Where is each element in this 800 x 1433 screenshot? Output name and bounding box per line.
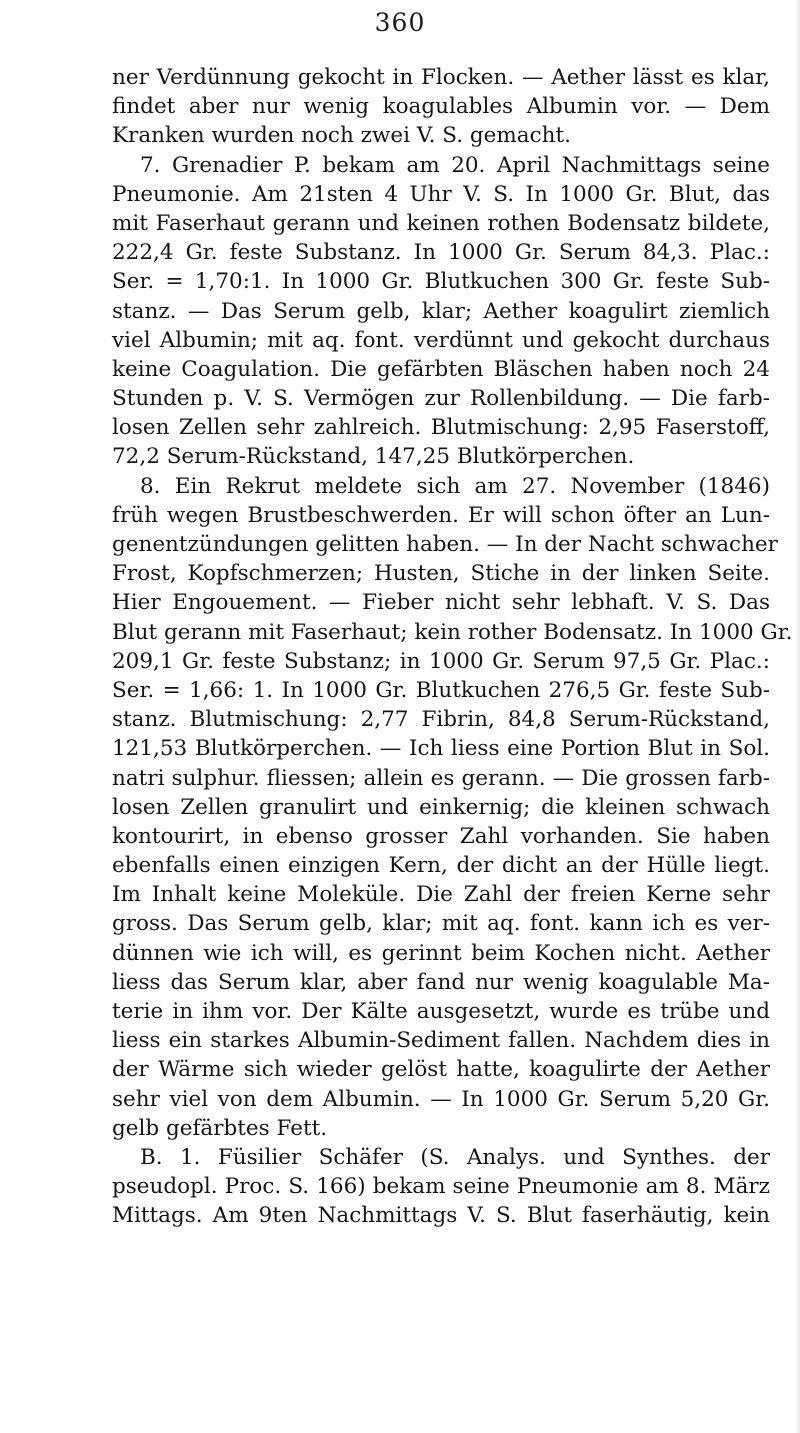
text-line: gelb gefärbtes Fett. — [112, 1115, 328, 1141]
page-edge-shadow — [794, 0, 800, 1433]
text-line: findet aber nur wenig koagulables Albumin vor. — Dem — [112, 94, 770, 120]
text-line: natri sulphur. fliessen; allein es gerann. — Die grossen farb- — [112, 765, 770, 791]
text-line: 209,1 Gr. feste Substanz; in 1000 Gr. Serum 97,5 Gr. Plac.: — [112, 648, 770, 674]
text-line: pseudopl. Proc. S. 166) bekam seine Pneumonie am 8. März — [112, 1174, 770, 1200]
text-line: ebenfalls einen einzigen Kern, der dicht an der Hülle liegt. — [112, 853, 770, 879]
text-line: sehr viel von dem Albumin. — In 1000 Gr. Serum 5,20 Gr. — [112, 1086, 770, 1112]
page-number: 360 — [374, 8, 426, 37]
body-text — [112, 63, 793, 1231]
text-line: Mittags. Am 9ten Nachmittags V. S. Blut faserhäutig, kein — [112, 1203, 770, 1229]
text-line: liess das Serum klar, aber fand nur wenig koagulable Ma- — [112, 969, 770, 995]
text-line: losen Zellen granulirt und einkernig; die kleinen schwach — [112, 794, 770, 820]
text-line: kontourirt, in ebenso grosser Zahl vorhanden. Sie haben — [112, 823, 770, 849]
text-line: mit Faserhaut gerann und keinen rothen Bodensatz bildete, — [112, 210, 770, 236]
text-line: Hier Engouement. — Fieber nicht sehr lebhaft. V. S. Das — [112, 590, 770, 616]
text-line: terie in ihm vor. Der Kälte ausgesetzt, wurde es trübe und — [112, 999, 770, 1024]
text-line: losen Zellen sehr zahlreich. Blutmischung: 2,95 Faserstoff, — [112, 415, 770, 441]
text-line: 121,53 Blutkörperchen. — Ich liess eine Portion Blut in Sol. — [112, 736, 770, 762]
case-7-heading-line: 7. Grenadier P. bekam am 20. April Nachmittags seine — [140, 152, 770, 178]
text-line: liess ein starkes Albumin-Sediment fallen. Nachdem dies in — [112, 1028, 770, 1054]
text-line: ner Verdünnung gekocht in Flocken. — Aether lässt es klar, — [112, 65, 770, 90]
text-line: genentzündungen gelitten haben. — In der Nacht schwacher — [112, 532, 778, 557]
text-line: Blut gerann mit Faserhaut; kein rother Bodensatz. In 1000 Gr. — [112, 619, 793, 645]
text-line: Frost, Kopfschmerzen; Husten, Stiche in der linken Seite. — [112, 561, 770, 587]
text-line: Stunden p. V. S. Vermögen zur Rollenbildung. — Die farb- — [112, 386, 770, 412]
text-line: dünnen wie ich will, es gerinnt beim Kochen nicht. Aether — [112, 940, 770, 966]
text-line: der Wärme sich wieder gelöst hatte, koagulirte der Aether — [112, 1057, 770, 1083]
text-line: früh wegen Brustbeschwerden. Er will schon öfter an Lun- — [112, 502, 770, 528]
text-line: Im Inhalt keine Moleküle. Die Zahl der freien Kerne sehr — [112, 882, 770, 908]
text-line: stanz. Blutmischung: 2,77 Fibrin, 84,8 Serum-Rückstand, — [112, 707, 770, 733]
case-b1-heading-line: B. 1. Füsilier Schäfer (S. Analys. und Synthes. der — [140, 1144, 770, 1170]
text-line: stanz. — Das Serum gelb, klar; Aether koagulirt ziemlich — [112, 298, 770, 324]
text-line: keine Coagulation. Die gefärbten Bläschen haben noch 24 — [112, 356, 770, 382]
text-line: 222,4 Gr. feste Substanz. In 1000 Gr. Serum 84,3. Plac.: — [112, 240, 770, 266]
text-line: Ser. = 1,66: 1. In 1000 Gr. Blutkuchen 276,5 Gr. feste Sub- — [112, 677, 770, 703]
case-8-heading-line: 8. Ein Rekrut meldete sich am 27. November (1846) — [140, 473, 770, 499]
text-line: Kranken wurden noch zwei V. S. gemacht. — [112, 123, 571, 149]
text-line: gross. Das Serum gelb, klar; mit aq. font. kann ich es ver- — [112, 911, 770, 937]
text-line: Ser. = 1,70:1. In 1000 Gr. Blutkuchen 300 Gr. feste Sub- — [112, 269, 770, 295]
text-line: viel Albumin; mit aq. font. verdünnt und gekocht durchaus — [112, 327, 770, 353]
text-line: Pneumonie. Am 21sten 4 Uhr V. S. In 1000 Gr. Blut, das — [112, 181, 770, 207]
text-line: 72,2 Serum-Rückstand, 147,25 Blutkörperchen. — [112, 444, 635, 470]
